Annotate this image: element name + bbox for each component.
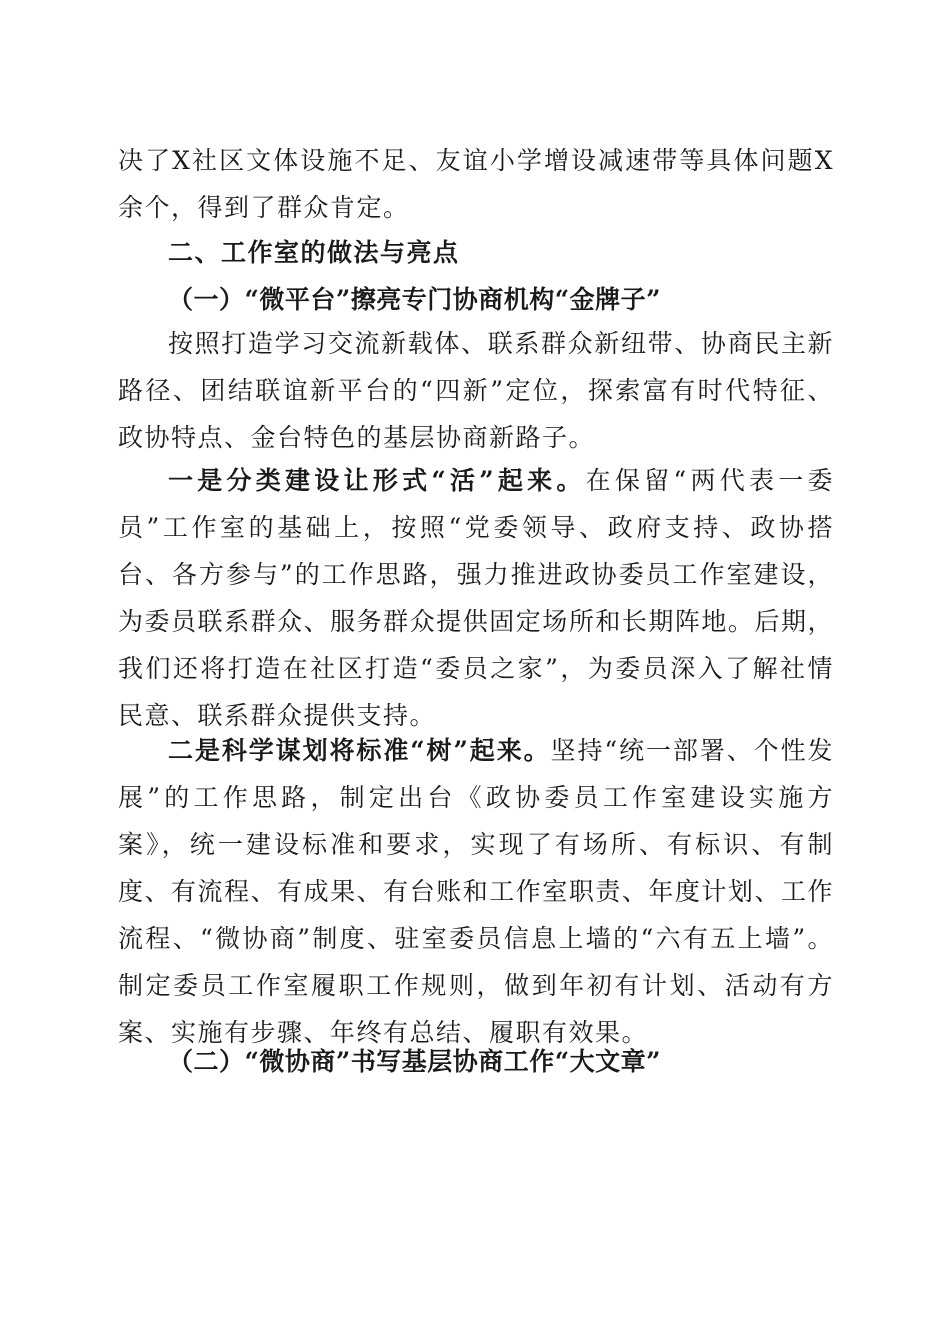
subsection-heading-1: （一）“微平台”擦亮专门协商机构“金牌子”	[168, 285, 662, 314]
point-1-lead: 一是分类建设让形式“活”起来。	[168, 466, 586, 495]
paragraph-intro: 按照打造学习交流新载体、联系群众新纽带、协商民主新路径、团结联谊新平台的“四新”定位，探索富有时代特征、政协特点、金台特色的基层协商新路子。	[118, 329, 834, 452]
subsection-heading-2: （二）“微协商”书写基层协商工作“大文章”	[168, 1047, 662, 1076]
point-1-body: 在保留“两代表一委员”工作室的基础上，按照“党委领导、政府支持、政协搭台、各方参与”的工作思路，强力推进政协委员工作室建设，为委员联系群众、服务群众提供固定场所和长期阵地。后期，我们还将打造在社区打造“委员之家”，为委员深入了解社情民意、联系群众提供支持。	[118, 466, 834, 730]
point-2-lead: 二是科学谋划将标准“树”起来。	[168, 736, 551, 765]
paragraph-point-2	[118, 727, 834, 1056]
paragraph-point-1	[118, 457, 834, 739]
section-heading-2: 二、工作室的做法与亮点	[168, 238, 460, 267]
point-2-body: 坚持“统一部署、个性发展”的工作思路，制定出台《政协委员工作室建设实施方案》，统一建设标准和要求，实现了有场所、有标识、有制度、有流程、有成果、有台账和工作室职责、年度计划、工作流程、“微协商”制度、驻室委员信息上墙的“六有五上墙”。制定委员工作室履职工作规则，做到年初有计划、活动有方案、实施有步骤、年终有总结、履职有效果。	[118, 736, 834, 1047]
paragraph-continued: 决了X社区文体设施不足、友谊小学增设减速带等具体问题X余个，得到了群众肯定。	[118, 146, 834, 222]
